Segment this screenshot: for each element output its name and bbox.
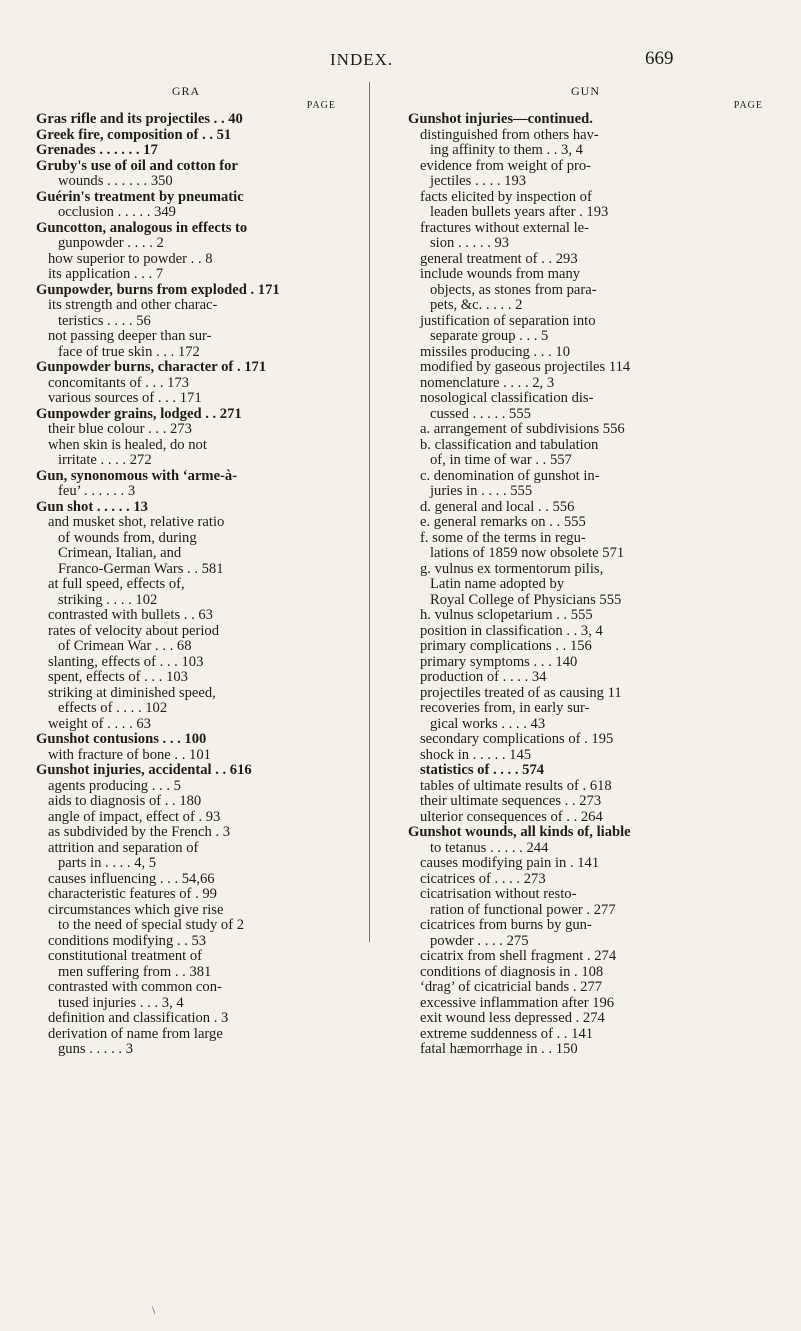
index-entry [36,934,336,950]
index-entry [36,128,336,144]
entry-text: primary symptoms . . . 140 [420,653,578,670]
index-entry [36,639,336,655]
entry-text: Guncotton, analogous in effects to [36,219,248,236]
entry-text: causes modifying pain in . 141 [420,855,600,871]
entry-text: fractures without external le- [420,219,589,236]
page-number: 669 [645,48,674,69]
entry-text: spent, effects of . . . 103 [48,669,188,685]
index-entry [36,980,336,996]
entry-text: Guérin's treatment by pneumatic [36,188,244,205]
entry-text: projectiles treated of as causing 11 [420,684,622,701]
index-entry [36,608,336,624]
index-entry [36,329,336,345]
index-entry [36,267,336,283]
entry-text: circumstances which give rise [48,901,224,918]
index-entry [36,391,336,407]
index-entry [36,143,336,159]
entry-text: include wounds from many [420,266,581,282]
index-entry [408,531,763,547]
entry-text: contrasted with common con- [48,979,222,995]
entry-text: attrition and separation of [48,839,199,856]
entry-text: ration of functional power . 277 [430,901,616,918]
index-entry [408,1042,763,1058]
entry-text: nomenclature . . . . 2, 3 [420,374,555,391]
entry-text: its application . . . 7 [48,266,164,282]
entry-text: statistics of . . . . 574 [420,762,545,778]
index-entry [36,376,336,392]
entry-text: ‘drag’ of cicatricial bands . 277 [420,979,603,995]
entry-text: missiles producing . . . 10 [420,343,570,360]
index-entry [408,453,763,469]
index-entry [36,717,336,733]
entry-text: b. classification and tabulation [420,436,599,453]
index-entry [408,500,763,516]
entry-text: d. general and local . . 556 [420,498,575,515]
entry-text: secondary complications of . 195 [420,731,614,747]
index-entry [36,577,336,593]
index-entry [36,345,336,361]
entry-text: e. general remarks on . . 555 [420,514,586,530]
entry-text: not passing deeper than sur- [48,328,212,344]
index-entry [408,701,763,717]
index-column-left [36,80,336,1058]
index-entry [36,887,336,903]
index-entry [408,236,763,252]
index-entry [36,221,336,237]
index-entry [36,779,336,795]
index-entry [408,996,763,1012]
index-entry [408,810,763,826]
index-entry [36,174,336,190]
index-entry [36,453,336,469]
index-entry [36,531,336,547]
index-entry [36,298,336,314]
entry-text: weight of . . . . 63 [48,715,151,732]
index-entry [36,856,336,872]
index-entry [408,112,763,128]
index-entry [36,748,336,764]
entry-text: to the need of special study of 2 [58,917,245,933]
index-column-right [408,80,763,1058]
entry-text: conditions of diagnosis in . 108 [420,963,604,980]
index-entry [408,252,763,268]
index-entry [36,469,336,485]
entry-text: irritate . . . . 272 [58,452,152,468]
entry-list-left [36,112,336,1058]
index-entry [36,794,336,810]
index-entry [408,345,763,361]
entry-text: f. some of the terms in regu- [420,529,586,546]
entry-text: Gruby's use of oil and cotton for [36,157,238,174]
index-entry [408,980,763,996]
entry-text: concomitants of . . . 173 [48,374,190,391]
index-entry [408,779,763,795]
entry-text: striking at diminished speed, [48,684,216,701]
index-entry [36,686,336,702]
entry-text: excessive inflammation after 196 [420,994,615,1011]
entry-text: modified by gaseous projectiles 114 [420,359,631,375]
entry-text: tused injuries . . . 3, 4 [58,994,184,1011]
entry-text: cicatrices from burns by gun- [420,917,592,933]
entry-text: contrasted with bullets . . 63 [48,607,213,623]
entry-text: effects of . . . . 102 [58,700,168,716]
index-entry [408,639,763,655]
entry-text: Gun shot . . . . . 13 [36,498,148,515]
index-entry [408,624,763,640]
entry-text: parts in . . . . 4, 5 [58,855,157,871]
index-entry [36,407,336,423]
entry-text: Gunshot wounds, all kinds of, liable [408,824,631,840]
entry-text: Gunshot injuries, accidental . . 616 [36,762,252,778]
entry-text: wounds . . . . . . 350 [58,173,173,189]
index-entry [408,515,763,531]
index-entry [408,143,763,159]
page-label-left: PAGE [306,100,336,111]
index-entry [408,438,763,454]
index-entry [408,686,763,702]
index-entry [36,515,336,531]
index-entry [408,422,763,438]
entry-text: feu’ . . . . . . 3 [58,483,136,499]
index-entry [408,856,763,872]
entry-text: ing affinity to them . . 3, 4 [430,142,583,158]
index-entry [408,391,763,407]
index-entry [36,1042,336,1058]
entry-text: exit wound less depressed . 274 [420,1010,605,1026]
index-entry [408,376,763,392]
entry-text: agents producing . . . 5 [48,777,181,794]
entry-text: face of true skin . . . 172 [58,343,200,360]
index-entry [408,887,763,903]
entry-text: slanting, effects of . . . 103 [48,653,204,670]
index-entry [408,484,763,500]
index-entry [36,438,336,454]
index-entry [408,934,763,950]
index-entry [36,918,336,934]
entry-text: teristics . . . . 56 [58,312,151,329]
entry-text: of wounds from, during [58,529,197,546]
entry-text: of Crimean War . . . 68 [58,638,192,654]
index-entry [408,283,763,299]
index-entry [36,841,336,857]
entry-text: facts elicited by inspection of [420,188,592,205]
entry-text: objects, as stones from para- [430,281,597,298]
index-entry [408,949,763,965]
page-label-right: PAGE [733,100,763,111]
entry-text: Latin name adopted by [430,576,565,592]
index-entry [408,748,763,764]
entry-text: Gunshot injuries—continued. [408,111,593,127]
index-entry [36,112,336,128]
entry-text: Gunpowder grains, lodged . . 271 [36,405,242,422]
entry-text: gical works . . . . 43 [430,715,546,732]
entry-text: sion . . . . . 93 [430,235,510,251]
entry-text: jectiles . . . . 193 [430,173,527,189]
entry-text: Royal College of Physicians 555 [430,591,622,608]
index-entry [36,903,336,919]
entry-text: lations of 1859 now obsolete 571 [430,545,625,561]
entry-text: powder . . . . 275 [430,932,529,949]
entry-text: justification of separation into [420,312,596,329]
index-entry [408,763,763,779]
index-entry [408,732,763,748]
entry-text: gunpowder . . . . 2 [58,235,164,251]
index-entry [408,593,763,609]
index-entry [408,190,763,206]
entry-text: constitutional treatment of [48,948,203,964]
entry-text: Greek fire, composition of . . 51 [36,126,232,143]
entry-text: Gun, synonomous with ‘arme-à- [36,467,238,484]
entry-text: angle of impact, effect of . 93 [48,808,221,825]
index-entry [36,593,336,609]
index-entry [408,655,763,671]
index-entry [408,717,763,733]
index-entry [36,484,336,500]
index-entry [408,205,763,221]
entry-text: evidence from weight of pro- [420,157,592,174]
entry-text: causes influencing . . . 54,66 [48,870,215,887]
index-entry [408,314,763,330]
index-entry [36,825,336,841]
entry-text: with fracture of bone . . 101 [48,746,211,763]
entry-text: Grenades . . . . . . 17 [36,142,158,158]
entry-text: distinguished from others hav- [420,126,599,143]
entry-text: characteristic features of . 99 [48,886,217,902]
index-entry [36,732,336,748]
column-heading-right: GUN [571,84,600,98]
page-title: INDEX. [330,50,394,69]
margin-mark: \ [152,1303,156,1317]
page-header [0,40,801,70]
index-entry [408,794,763,810]
index-entry [408,174,763,190]
entry-text: when skin is healed, do not [48,436,207,453]
index-entry [408,267,763,283]
index-entry [408,670,763,686]
index-entry [408,329,763,345]
index-entry [36,360,336,376]
entry-text: production of . . . . 34 [420,669,547,685]
column-divider [369,82,370,942]
index-entry [36,190,336,206]
entry-text: Gunpowder burns, character of . 171 [36,359,267,375]
entry-text: Gunshot contusions . . . 100 [36,731,207,747]
entry-text: shock in . . . . . 145 [420,746,532,763]
index-entry [36,624,336,640]
index-entry [36,562,336,578]
index-entry [36,1027,336,1043]
entry-text: separate group . . . 5 [430,328,549,344]
entry-list-right [408,112,763,1058]
index-entry [408,128,763,144]
entry-text: Franco-German Wars . . 581 [58,560,224,577]
entry-text: striking . . . . 102 [58,591,158,608]
index-entry [408,407,763,423]
entry-text: fatal hæmorrhage in . . 150 [420,1041,578,1057]
index-entry [36,670,336,686]
entry-text: a. arrangement of subdivisions 556 [420,421,625,437]
entry-text: g. vulnus ex tormentorum pilis, [420,560,604,577]
entry-text: their blue colour . . . 273 [48,421,192,437]
entry-text: Gunpowder, burns from exploded . 171 [36,281,280,298]
entry-text: recoveries from, in early sur- [420,700,590,716]
entry-text: cicatrix from shell fragment . 274 [420,948,617,964]
entry-text: conditions modifying . . 53 [48,932,207,949]
entry-text: as subdivided by the French . 3 [48,824,230,840]
entry-text: c. denomination of gunshot in- [420,467,600,484]
entry-text: how superior to powder . . 8 [48,250,213,267]
index-entry [408,562,763,578]
entry-text: general treatment of . . 293 [420,250,578,267]
index-entry [408,577,763,593]
entry-text: h. vulnus sclopetarium . . 555 [420,607,593,623]
index-entry [36,655,336,671]
entry-text: nosological classification dis- [420,390,594,406]
index-entry [36,1011,336,1027]
index-entry [36,159,336,175]
entry-text: various sources of . . . 171 [48,390,202,406]
entry-text: their ultimate sequences . . 273 [420,793,602,809]
entry-text: ulterior consequences of . . 264 [420,808,603,825]
index-entry [408,825,763,841]
index-entry [408,841,763,857]
index-entry [36,205,336,221]
entry-text: derivation of name from large [48,1025,223,1042]
index-entry [36,314,336,330]
column-heading-left: GRA [171,84,201,98]
entry-text: occlusion . . . . . 349 [58,204,176,220]
entry-text: at full speed, effects of, [48,576,185,592]
index-entry [408,608,763,624]
entry-text: leaden bullets years after . 193 [430,204,609,220]
entry-text: pets, &c. . . . . 2 [430,297,523,313]
index-entry [36,252,336,268]
index-entry [36,763,336,779]
index-entry [408,918,763,934]
entry-text: definition and classification . 3 [48,1010,229,1026]
entry-text: its strength and other charac- [48,297,218,313]
index-entry [36,872,336,888]
index-entry [408,221,763,237]
entry-text: guns . . . . . 3 [58,1041,133,1057]
entry-text: men suffering from . . 381 [58,963,212,980]
index-entry [36,546,336,562]
entry-text: tables of ultimate results of . 618 [420,777,612,794]
index-entry [408,1011,763,1027]
index-entry [36,283,336,299]
index-entry [36,236,336,252]
index-entry [408,546,763,562]
index-entry [408,360,763,376]
index-entry [36,996,336,1012]
entry-text: cicatrices of . . . . 273 [420,870,546,887]
entry-text: Crimean, Italian, and [58,545,182,561]
index-entry [408,903,763,919]
entry-text: rates of velocity about period [48,622,220,639]
entry-text: to tetanus . . . . . 244 [430,839,549,856]
index-entry [36,422,336,438]
entry-text: juries in . . . . 555 [430,483,533,499]
entry-text: cicatrisation without resto- [420,886,577,902]
index-entry [408,298,763,314]
index-entry [408,872,763,888]
entry-text: aids to diagnosis of . . 180 [48,793,202,809]
index-entry [36,500,336,516]
index-entry [36,701,336,717]
entry-text: position in classification . . 3, 4 [420,622,603,639]
entry-text: and musket shot, relative ratio [48,514,225,530]
index-entry [36,810,336,826]
entry-text: cussed . . . . . 555 [430,405,531,422]
entry-text: extreme suddenness of . . 141 [420,1025,594,1042]
entry-text: of, in time of war . . 557 [430,452,572,468]
index-entry [408,469,763,485]
entry-text: primary complications . . 156 [420,638,592,654]
index-entry [408,965,763,981]
index-entry [36,965,336,981]
entry-text: Gras rifle and its projectiles . . 40 [36,111,243,127]
index-entry [408,159,763,175]
index-entry [36,949,336,965]
index-entry [408,1027,763,1043]
